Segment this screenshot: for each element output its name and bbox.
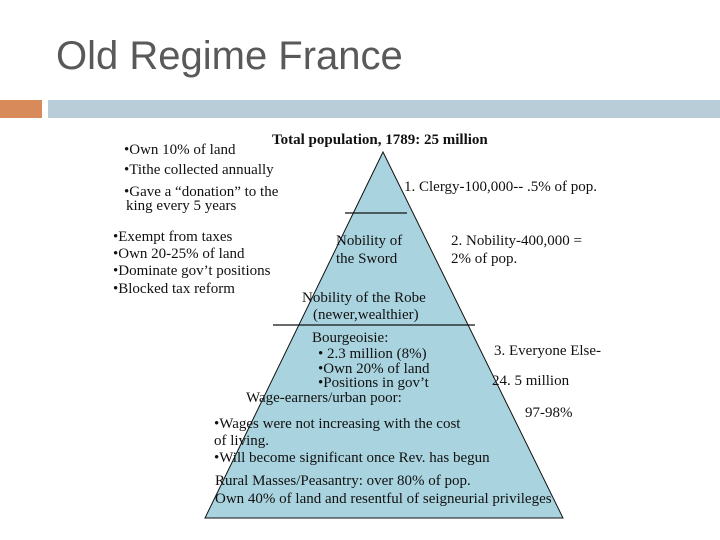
nobility-note-1: •Exempt from taxes (113, 229, 233, 245)
nobility-note-4: •Blocked tax reform (113, 281, 235, 297)
robe-line-1: Nobility of the Robe (302, 290, 426, 306)
slide-title: Old Regime France (56, 34, 403, 78)
nobility-note-2: •Own 20-25% of land (113, 246, 245, 262)
bourgeoisie-line-1: Bourgeoisie: (312, 330, 389, 346)
everyone-label-2: 24. 5 million (492, 373, 570, 389)
wage-line-3: of living. (214, 433, 269, 449)
clergy-note-2: •Tithe collected annually (124, 162, 274, 178)
population-header: Total population, 1789: 25 million (272, 132, 488, 148)
everyone-label-1: 3. Everyone Else- (494, 343, 602, 359)
sword-line-1: Nobility of (336, 233, 403, 249)
wage-line-2: •Wages were not increasing with the cost (214, 416, 461, 432)
everyone-label-3: 97-98% (525, 405, 573, 421)
bourgeoisie-line-3: •Own 20% of land (318, 361, 430, 377)
bourgeoisie-line-4: •Positions in gov’t (318, 375, 429, 391)
peasantry-line-1: Rural Masses/Peasantry: over 80% of pop. (215, 473, 471, 489)
nobility-note-3: •Dominate gov’t positions (113, 263, 271, 279)
clergy-label: 1. Clergy-100,000-- .5% of pop. (404, 179, 598, 195)
bourgeoisie-line-2: • 2.3 million (8%) (318, 346, 427, 362)
robe-line-2: (newer,wealthier) (313, 307, 419, 323)
clergy-note-4: king every 5 years (126, 198, 237, 214)
peasantry-line-2: Own 40% of land and resentful of seigneurial privileges (215, 491, 552, 507)
wage-line-1: Wage-earners/urban poor: (246, 390, 402, 406)
wage-line-4: •Will become significant once Rev. has begun (214, 450, 490, 466)
nobility-label-2: 2% of pop. (451, 251, 518, 267)
sword-line-2: the Sword (336, 251, 398, 267)
clergy-note-3: •Gave a “donation” to the (124, 184, 279, 200)
nobility-label-1: 2. Nobility-400,000 = (451, 233, 582, 249)
clergy-note-1: •Own 10% of land (124, 142, 236, 158)
